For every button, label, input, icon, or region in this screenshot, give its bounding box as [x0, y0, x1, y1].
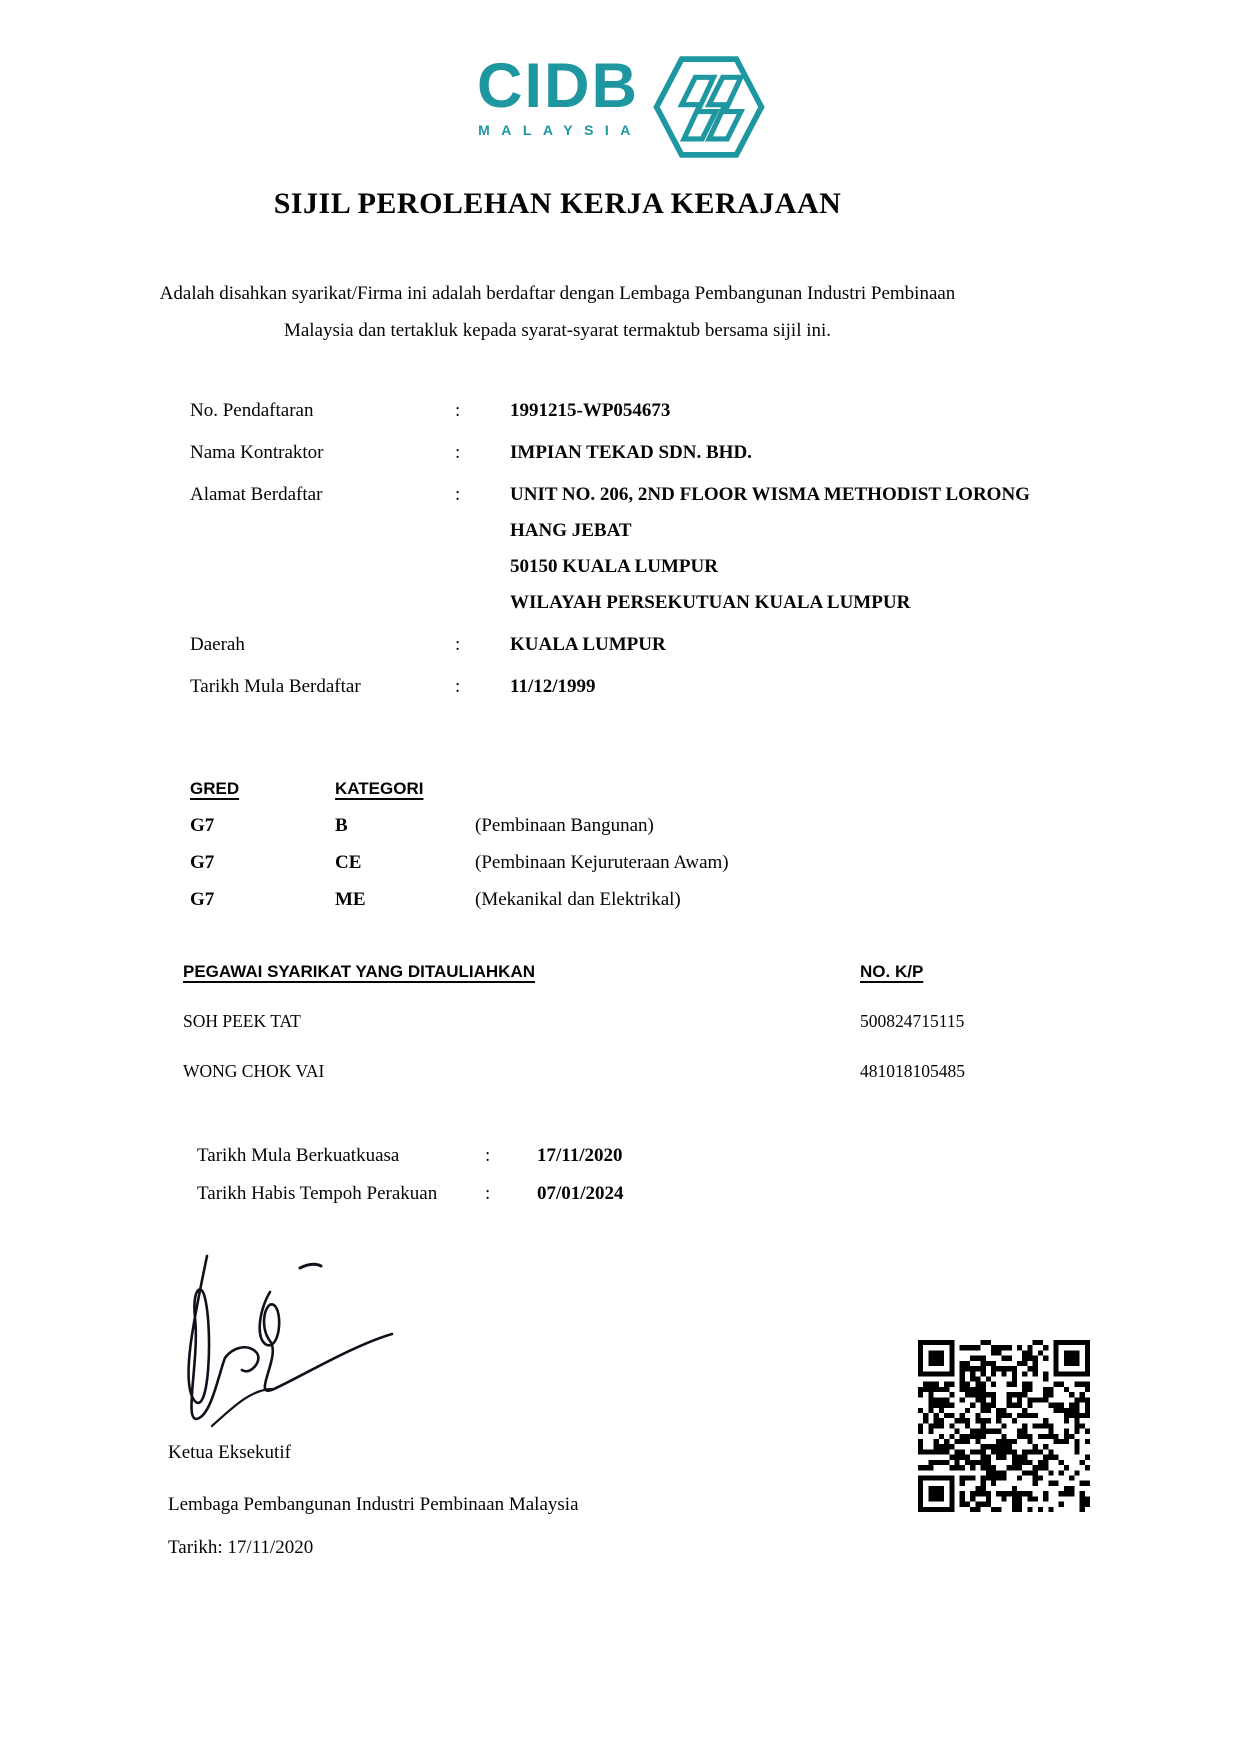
organization-name: Lembaga Pembangunan Industri Pembinaan Malaysia — [168, 1494, 579, 1515]
certificate-title: SIJIL PEROLEHAN KERJA KERAJAAN — [273, 187, 842, 220]
cidb-hexagon-logo-icon — [652, 54, 766, 165]
grade-description: (Pembinaan Kejuruteraan Awam) — [475, 852, 729, 873]
officers-header-row — [183, 962, 985, 982]
grade-kategori: CE — [335, 852, 362, 873]
officer-ic-number: 481018105485 — [860, 1061, 965, 1081]
address-line-3: WILAYAH PERSEKUTUAN KUALA LUMPUR — [510, 592, 911, 613]
registration-fields — [0, 393, 1115, 705]
intro-line-2: Malaysia dan tertakluk kepada syarat-syarat termaktub bersama sijil ini. — [283, 320, 832, 341]
field-label: Tarikh Mula Berdaftar — [190, 676, 361, 697]
footer-date: Tarikh: 17/11/2020 — [168, 1537, 314, 1558]
field-value: 1991215-WP054673 — [510, 400, 671, 421]
field-alamat-berdaftar — [190, 477, 1115, 621]
intro-paragraph — [0, 275, 1115, 349]
grades-header-gred: GRED — [190, 779, 240, 798]
grade-description: (Pembinaan Bangunan) — [475, 815, 654, 836]
field-value-address — [510, 477, 1070, 621]
validity-section — [0, 1138, 1115, 1212]
grade-kategori: B — [335, 815, 348, 836]
field-label: Alamat Berdaftar — [190, 484, 323, 505]
validity-end-row — [197, 1176, 1115, 1212]
officer-name: WONG CHOK VAI — [183, 1061, 325, 1081]
field-daerah — [190, 627, 1115, 663]
signer-title: Ketua Eksekutif — [168, 1442, 291, 1463]
colon-separator: : — [455, 634, 461, 655]
colon-separator: : — [455, 484, 461, 505]
validity-label: Tarikh Habis Tempoh Perakuan — [197, 1183, 438, 1204]
cidb-wordmark — [474, 51, 642, 138]
address-line-1: UNIT NO. 206, 2ND FLOOR WISMA METHODIST LORONG HANG JEBAT — [510, 484, 1030, 541]
field-label: Daerah — [190, 634, 245, 655]
grades-table — [0, 771, 1115, 918]
grade-row-me — [190, 882, 1115, 918]
field-value: 11/12/1999 — [510, 676, 596, 697]
field-no-pendaftaran — [190, 393, 1115, 429]
grades-header-kategori: KATEGORI — [335, 779, 424, 798]
grade-row-ce — [190, 845, 1115, 881]
grade-description: (Mekanikal dan Elektrikal) — [475, 889, 681, 910]
officer-row — [183, 1011, 985, 1032]
cidb-logo — [0, 0, 1240, 165]
colon-separator: : — [485, 1145, 491, 1166]
intro-line-1: Adalah disahkan syarikat/Firma ini adalah berdaftar dengan Lembaga Pembangunan Industri Pembinaan — [159, 283, 956, 304]
field-nama-kontraktor — [190, 435, 1115, 471]
cidb-brand-text: CIDB — [476, 51, 639, 121]
officers-header-ic: NO. K/P — [860, 962, 924, 981]
qr-code — [918, 1340, 1090, 1512]
grade-gred: G7 — [190, 815, 215, 836]
grade-gred: G7 — [190, 852, 215, 873]
field-value: KUALA LUMPUR — [510, 634, 666, 655]
officers-header-name: PEGAWAI SYARIKAT YANG DITAULIAHKAN — [183, 962, 536, 981]
officer-ic-number: 500824715115 — [860, 1011, 965, 1031]
validity-value: 07/01/2024 — [537, 1183, 624, 1204]
field-tarikh-mula-berdaftar — [190, 669, 1115, 705]
colon-separator: : — [485, 1183, 491, 1204]
field-label: Nama Kontraktor — [190, 442, 324, 463]
validity-value: 17/11/2020 — [537, 1145, 623, 1166]
footer-block — [168, 1442, 579, 1559]
officers-table — [0, 962, 1115, 1082]
officer-row — [183, 1061, 985, 1082]
validity-label: Tarikh Mula Berkuatkuasa — [197, 1145, 400, 1166]
field-label: No. Pendaftaran — [190, 400, 314, 421]
colon-separator: : — [455, 400, 461, 421]
colon-separator: : — [455, 442, 461, 463]
grade-kategori: ME — [335, 889, 366, 910]
signature-image — [152, 1248, 412, 1448]
field-value: IMPIAN TEKAD SDN. BHD. — [510, 442, 752, 463]
address-line-2: 50150 KUALA LUMPUR — [510, 556, 718, 577]
cidb-country-text: MALAYSIA — [478, 122, 642, 138]
colon-separator: : — [455, 676, 461, 697]
grade-row-b — [190, 808, 1115, 844]
officer-name: SOH PEEK TAT — [183, 1011, 301, 1031]
validity-start-row — [197, 1138, 1115, 1174]
grades-header-row — [190, 771, 1115, 807]
grade-gred: G7 — [190, 889, 215, 910]
